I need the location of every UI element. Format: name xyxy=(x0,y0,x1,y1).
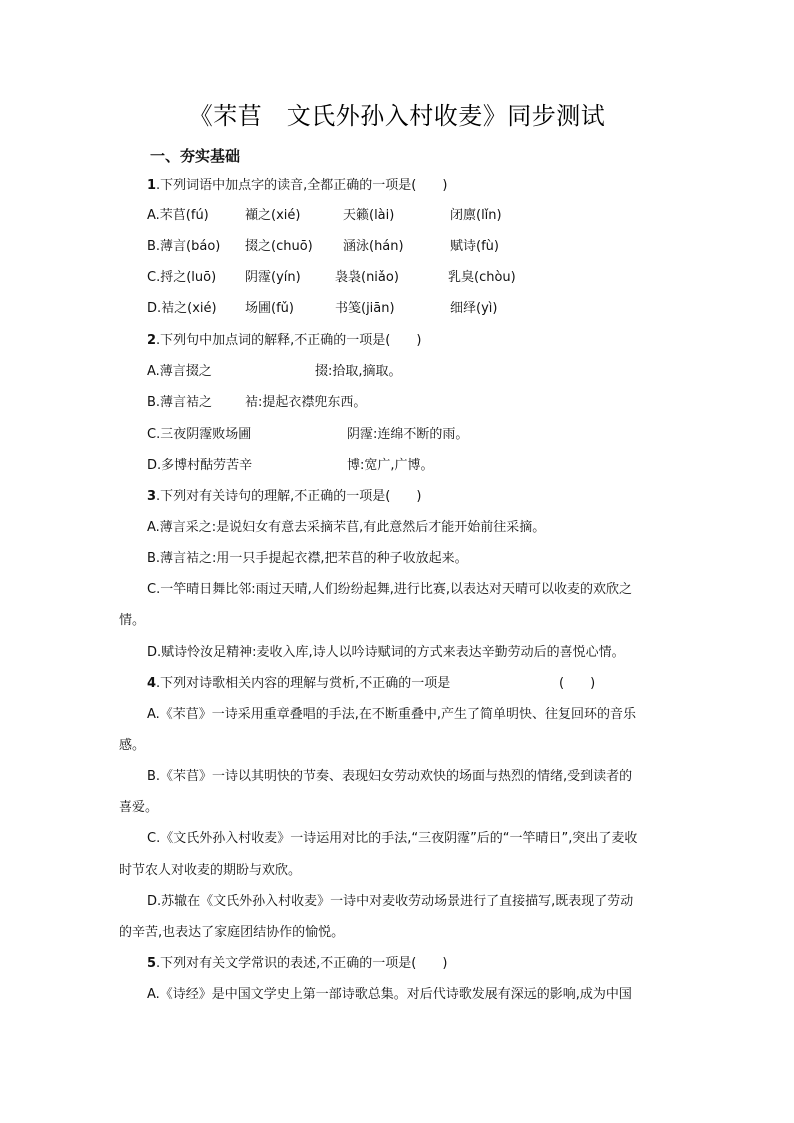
option-cell: 襭之(xié) xyxy=(245,208,301,223)
question-text: .下列句中加点词的解释,不正确的一项是( ) xyxy=(156,333,422,348)
question-4-option-b: B.《芣苢》一诗以其明快的节奏、表现妇女劳动欢快的场面与热烈的情绪,受到读者的 xyxy=(147,769,633,784)
page-title: 《芣苢 文氏外孙入村收麦》同步测试 xyxy=(188,102,606,130)
question-4-option-a-cont: 感。 xyxy=(119,738,146,753)
option-cell: C.捋之(luō) xyxy=(147,270,217,285)
option-explanation: 袺:提起衣襟兜东西。 xyxy=(245,395,367,410)
option-cell: A.芣苢(fú) xyxy=(147,208,209,223)
question-text: .下列词语中加点字的读音,全都正确的一项是( ) xyxy=(156,178,448,193)
question-5-option-a: A.《诗经》是中国文学史上第一部诗歌总集。对后代诗歌发展有深远的影响,成为中国 xyxy=(147,987,632,1002)
option-phrase: A.薄言掇之 xyxy=(147,364,212,379)
question-number: 2 xyxy=(147,333,157,348)
option-cell: 天籁(lài) xyxy=(343,208,395,223)
question-text: .下列对诗歌相关内容的理解与赏析,不正确的一项是 xyxy=(156,676,451,691)
question-4-option-d-cont: 的辛苦,也表达了家庭团结协作的愉悦。 xyxy=(119,925,345,940)
question-3-option-c-cont: 情。 xyxy=(119,613,146,628)
option-cell: 细绎(yì) xyxy=(450,301,498,316)
option-cell: 书笺(jiān) xyxy=(335,301,395,316)
option-cell: 袅袅(niǎo) xyxy=(335,270,399,285)
question-4-option-a: A.《芣苢》一诗采用重章叠唱的手法,在不断重叠中,产生了简单明快、往复回环的音乐 xyxy=(147,707,637,722)
question-4-stem xyxy=(147,673,596,695)
option-cell: 涵泳(hán) xyxy=(343,239,404,254)
question-text: .下列对有关诗句的理解,不正确的一项是( ) xyxy=(156,489,422,504)
option-cell: 场圃(fǔ) xyxy=(245,301,294,316)
question-number: 3 xyxy=(147,489,157,504)
option-explanation: 博:宽广,广博。 xyxy=(347,458,434,473)
option-cell: 乳臭(chòu) xyxy=(448,270,516,285)
option-cell: 掇之(chuō) xyxy=(245,239,313,254)
question-number: 1 xyxy=(147,178,157,193)
option-cell: 闭廪(lǐn) xyxy=(450,208,502,223)
answer-paren: ( ) xyxy=(559,676,596,691)
question-4-option-c-cont: 时节农人对收麦的期盼与欢欣。 xyxy=(119,863,302,878)
question-3-option-c: C.一竿晴日舞比邻:雨过天晴,人们纷纷起舞,进行比赛,以表达对天晴可以收麦的欢欣之 xyxy=(147,582,632,597)
question-3-stem xyxy=(147,486,421,508)
question-3-option-b: B.薄言袺之:用一只手提起衣襟,把芣苢的种子收放起来。 xyxy=(147,551,468,566)
option-cell: B.薄言(báo) xyxy=(147,239,221,254)
question-number: 4 xyxy=(147,676,157,691)
option-phrase: D.多博村酤劳苦辛 xyxy=(147,458,253,473)
option-explanation: 阴霪:连绵不断的雨。 xyxy=(347,427,469,442)
option-cell: 赋诗(fù) xyxy=(450,239,499,254)
question-2-stem xyxy=(147,330,421,352)
question-3-option-a: A.薄言采之:是说妇女有意去采摘芣苢,有此意然后才能开始前往采摘。 xyxy=(147,520,546,535)
question-1-stem xyxy=(147,175,447,197)
question-4-option-d: D.苏辙在《文氏外孙入村收麦》一诗中对麦收劳动场景进行了直接描写,既表现了劳动 xyxy=(147,894,634,909)
question-5-stem xyxy=(147,953,447,975)
question-text: .下列对有关文学常识的表述,不正确的一项是( ) xyxy=(156,956,448,971)
question-4-option-b-cont: 喜爱。 xyxy=(119,800,159,815)
question-number: 5 xyxy=(147,956,157,971)
question-3-option-d: D.赋诗怜汝足精神:麦收入库,诗人以吟诗赋词的方式来表达辛勤劳动后的喜悦心情。 xyxy=(147,645,625,660)
question-4-option-c: C.《文氏外孙入村收麦》一诗运用对比的手法,“三夜阴霪”后的“一竿晴日”,突出了麦收 xyxy=(147,831,638,846)
option-explanation: 掇:拾取,摘取。 xyxy=(315,364,402,379)
option-cell: D.袺之(xié) xyxy=(147,301,217,316)
option-cell: 阴霪(yín) xyxy=(245,270,301,285)
section-heading: 一、夯实基础 xyxy=(150,147,241,165)
option-phrase: B.薄言袺之 xyxy=(147,395,213,410)
option-phrase: C.三夜阴霪败场圃 xyxy=(147,427,252,442)
